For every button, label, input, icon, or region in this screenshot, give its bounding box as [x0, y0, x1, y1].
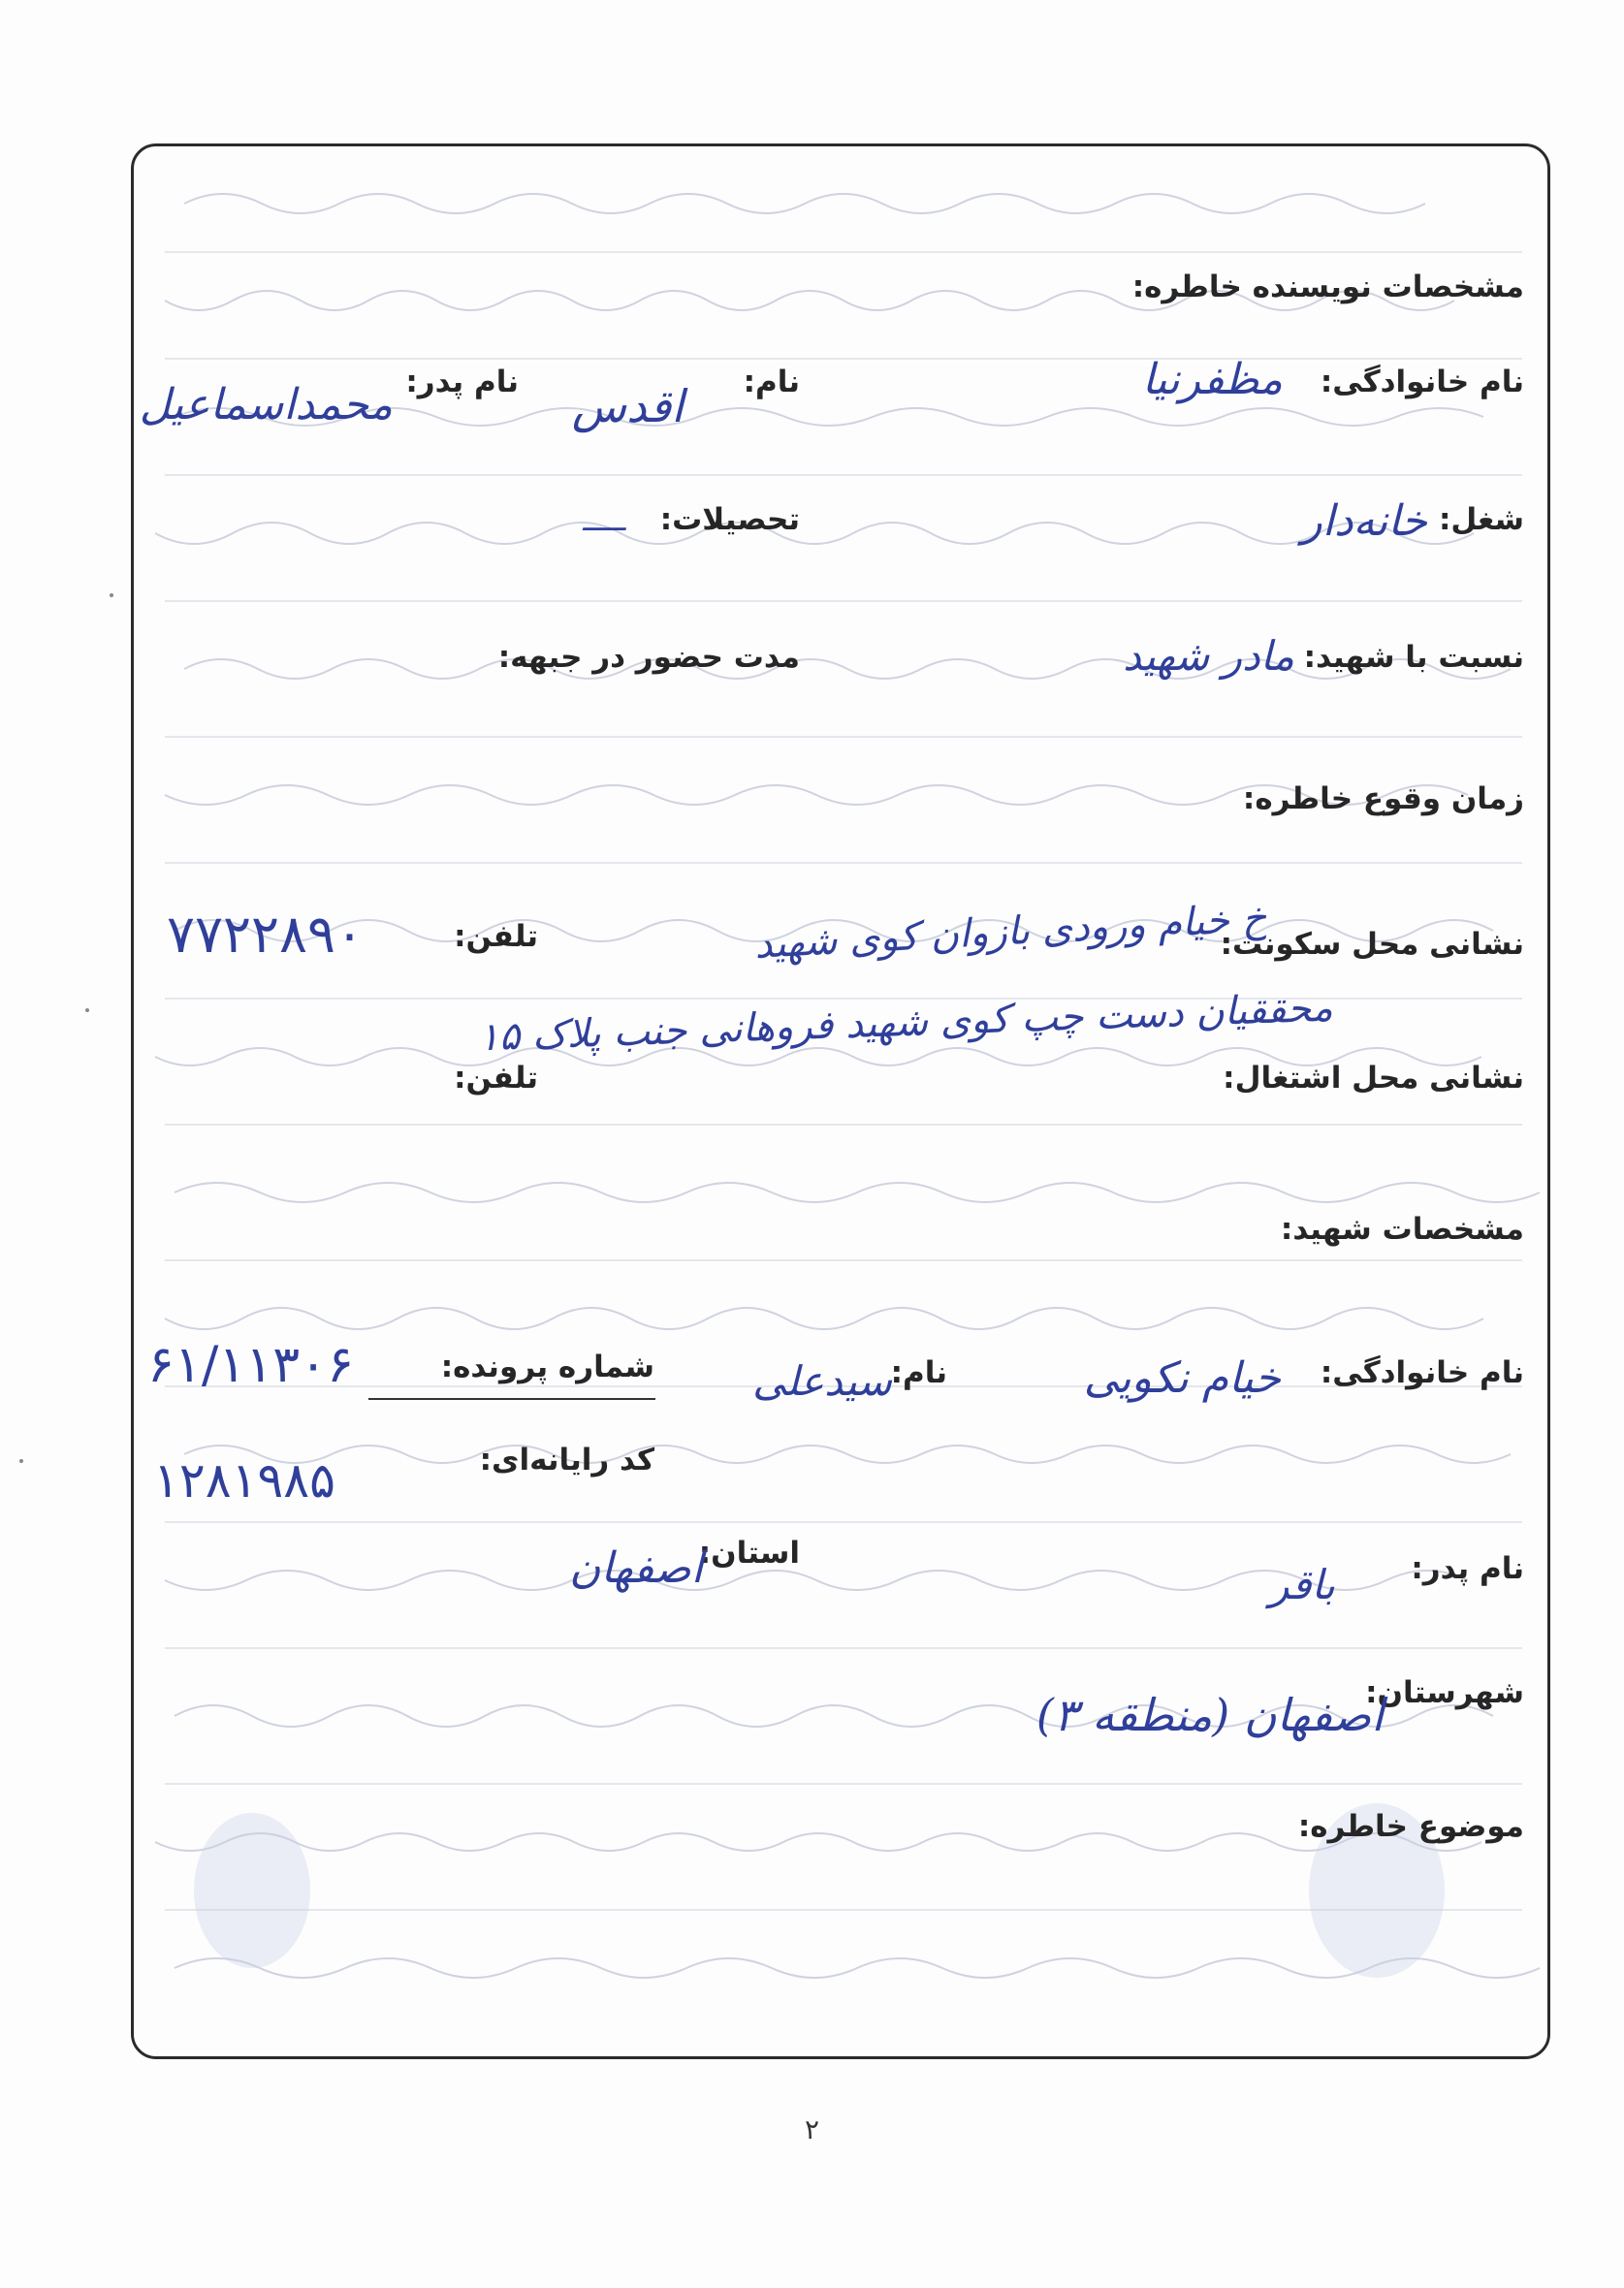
form-border: [131, 143, 1550, 2059]
speck: [110, 593, 113, 597]
home-address-value-line2: محققیان دست چپ کوی شهید فروهانی جنب پلاک ۱۵: [477, 985, 1334, 1061]
home-address-label: نشانی محل سکونت:: [1220, 927, 1524, 962]
province-value: اصفهان: [569, 1543, 703, 1593]
file-number-value: ۶۱/۱۱۳۰۶: [147, 1336, 355, 1394]
computer-code-label: کد رایانه‌ای:: [479, 1443, 654, 1478]
speck: [19, 1459, 23, 1463]
author-job-value: خانه‌دار: [1301, 496, 1427, 546]
speck: [85, 1008, 89, 1012]
martyr-father-name-value: باقر: [1269, 1561, 1335, 1608]
home-address-value-line1: خ خیام ورودی بازوان کوی شهید: [753, 896, 1268, 968]
author-family-name-value: مظفرنیا: [1141, 355, 1283, 404]
page-number: ۲: [804, 2113, 820, 2145]
martyr-family-name-value: خیام نکویی: [1083, 1353, 1281, 1403]
author-family-name-label: نام خانوادگی:: [1320, 365, 1524, 399]
author-first-name-label: نام:: [743, 365, 800, 399]
home-phone-label: تلفن:: [454, 919, 538, 954]
memory-time-label: زمان وقوع خاطره:: [1242, 781, 1524, 816]
memory-subject-label: موضوع خاطره:: [1297, 1809, 1524, 1844]
martyr-section-title: مشخصات شهید:: [1280, 1212, 1524, 1247]
author-father-name-value: محمداسماعیل: [139, 380, 393, 429]
martyr-first-name-label: نام:: [890, 1355, 947, 1390]
author-section-title: مشخصات نویسنده خاطره:: [1131, 270, 1524, 304]
author-job-label: شغل:: [1438, 502, 1524, 537]
work-phone-label: تلفن:: [454, 1061, 538, 1096]
author-relation-label: نسبت با شهید:: [1303, 640, 1524, 675]
author-first-name-value: اقدس: [571, 380, 684, 432]
computer-code-value: ۱۲۸۱۹۸۵: [153, 1452, 335, 1509]
home-phone-value: ۷۷۲۲۸۹۰: [167, 904, 365, 965]
work-address-label: نشانی محل اشتغال:: [1223, 1061, 1524, 1096]
martyr-first-name-value: سیدعلی: [752, 1357, 892, 1405]
province-label: استان:: [698, 1536, 800, 1571]
martyr-father-name-label: نام پدر:: [1411, 1551, 1524, 1586]
city-value: اصفهان (منطقه ۳): [1035, 1689, 1384, 1741]
author-father-name-label: نام پدر:: [405, 365, 519, 399]
author-education-label: تحصیلات:: [659, 502, 800, 537]
file-number-underline: [368, 1398, 655, 1400]
author-relation-value: مادر شهید: [1123, 632, 1294, 680]
front-duration-label: مدت حضور در جبهه:: [497, 640, 800, 675]
martyr-family-name-label: نام خانوادگی:: [1320, 1355, 1524, 1390]
city-label: شهرستان:: [1365, 1675, 1524, 1710]
author-education-value: ـــــ: [583, 504, 625, 538]
file-number-label: شماره پرونده:: [440, 1350, 654, 1384]
